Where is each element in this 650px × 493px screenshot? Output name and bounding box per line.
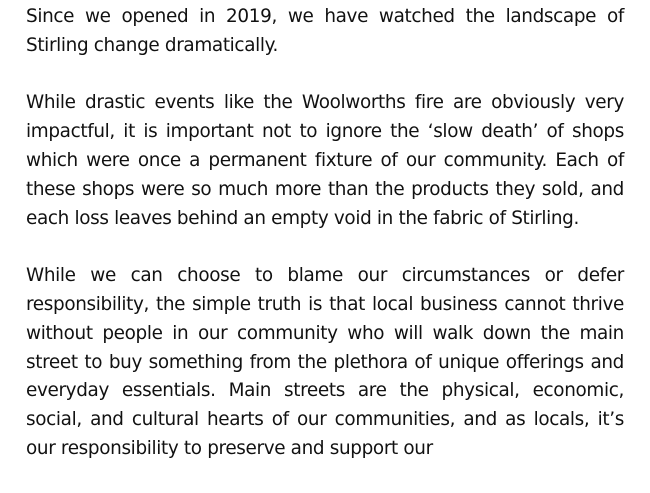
paragraph-opening: Since we opened in 2019, we have watched the landscape of Stirling change dramatically. xyxy=(26,6,624,56)
paragraph-slow-death: While drastic events like the Woolworths fire are obviously very impactful, it is important not to ignore the ‘slow death’ of shops which were once a permanent fixture of our community. Each of these shops were so much more than the products they sold, and each loss leaves behind an empty void in the fabric of Stirling. xyxy=(26,92,624,229)
paragraph-responsibility: While we can choose to blame our circumstances or defer responsibility, the simple truth is that local business cannot thrive without people in our community who will walk down the main street to buy something from the plethora of unique offerings and everyday essentials. Main streets are the physical, economic, social, and cultural hearts of our communities, and as locals, it’s our responsibility to preserve and support our xyxy=(26,265,624,459)
article-body xyxy=(26,3,624,493)
